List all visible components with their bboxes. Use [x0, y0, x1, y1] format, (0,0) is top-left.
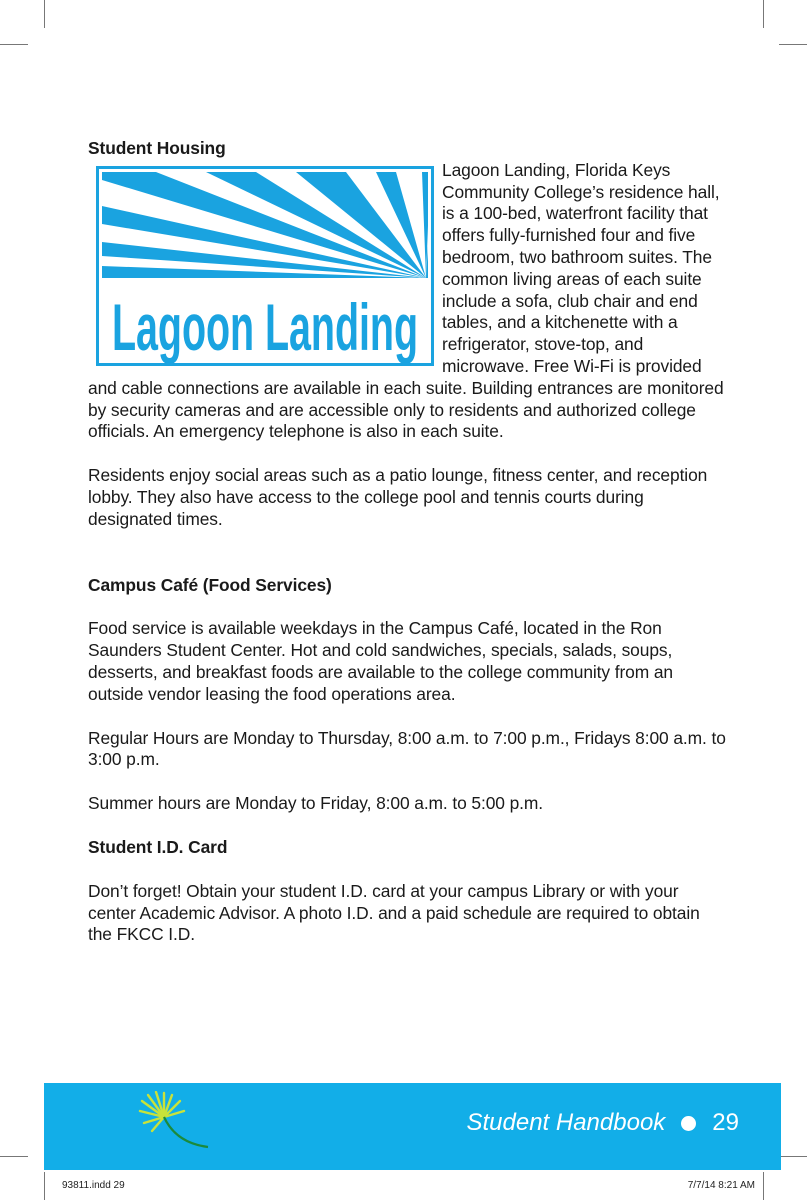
housing-paragraph: Lagoon Landing, Florida Keys Community College’s residence hall, is a 100-bed, waterfront facility that offers fully-furnished four and five bedroom, two bathroom suites. The common living areas of each suite include a sofa, club chair and end tables, and a kitchenette with a refrigerator, stove-top, and microwave. Free Wi-Fi is provided and cable connections are available in each suite. Building entrances are monitored by security cameras and are accessible only to residents and authorized college officials. An emergency telephone is also in each suite. [88, 159, 724, 442]
crop-mark [44, 0, 45, 28]
lagoon-landing-logo [96, 166, 434, 368]
crop-mark [0, 1156, 28, 1157]
housing-paragraph: Residents enjoy social areas such as a patio lounge, fitness center, and reception lobby. They also have access to the college pool and tennis courts during designated times. [88, 465, 708, 529]
section-heading-cafe: Campus Café (Food Services) [88, 574, 332, 595]
bullet-icon [681, 1116, 696, 1131]
cafe-hours-paragraph: Regular Hours are Monday to Thursday, 8:00 a.m. to 7:00 p.m., Fridays 8:00 a.m. to 3:00 p.m. [88, 727, 726, 770]
crop-mark [0, 44, 28, 45]
crop-mark [779, 1156, 807, 1157]
crop-mark [779, 44, 807, 45]
slug-timestamp: 7/7/14 8:21 AM [687, 1180, 755, 1191]
section-heading-housing: Student Housing [88, 138, 226, 158]
crop-mark [44, 1172, 45, 1200]
footer-title [466, 1109, 739, 1137]
slug-file: 93811.indd 29 [62, 1180, 125, 1191]
logo-text: Lagoon Landing [112, 289, 418, 364]
crop-mark [763, 1172, 764, 1200]
section-heading-id-card: Student I.D. Card [88, 836, 228, 857]
crop-mark [763, 0, 764, 28]
handbook-title: Student Handbook [466, 1109, 666, 1136]
cafe-summer-hours-paragraph: Summer hours are Monday to Friday, 8:00 a.m. to 5:00 p.m. [88, 793, 544, 814]
cafe-paragraph: Food service is available weekdays in the Campus Café, located in the Ron Saunders Student Center. Hot and cold sandwiches, specials, salads, soups, desserts, and breakfast foods are available to the college community from an outside vendor leasing the food operations area. [88, 618, 673, 704]
palm-frond-icon [136, 1091, 216, 1151]
page-content [88, 138, 728, 946]
footer-bar [44, 1083, 781, 1170]
page-number: 29 [712, 1109, 739, 1136]
id-card-paragraph: Don’t forget! Obtain your student I.D. card at your campus Library or with your center Academic Advisor. A photo I.D. and a paid schedule are required to obtain the FKCC I.D. [88, 880, 700, 945]
